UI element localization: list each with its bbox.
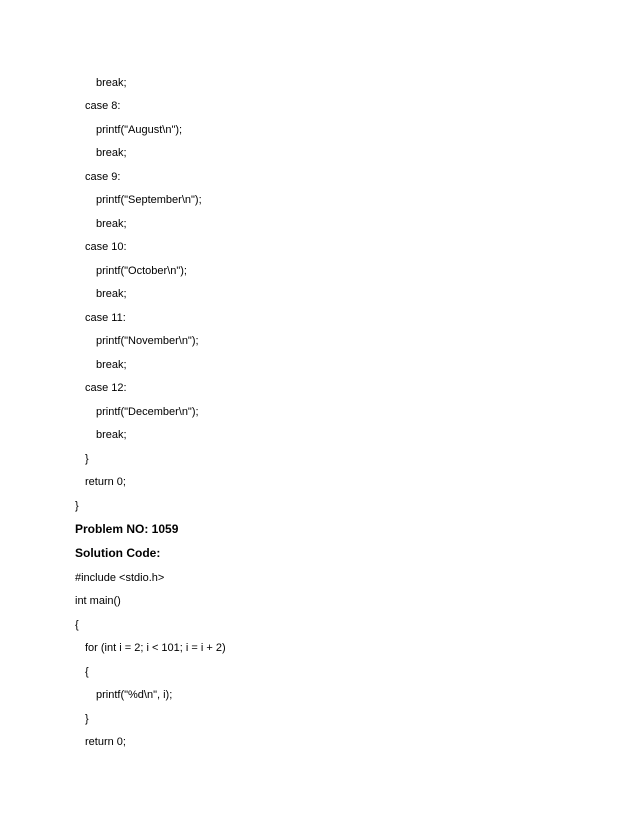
solution-heading: Solution Code:	[75, 546, 161, 560]
code-line: int main()	[75, 595, 121, 607]
code-line: for (int i = 2; i < 101; i = i + 2)	[85, 642, 226, 654]
code-line: return 0;	[85, 476, 126, 488]
code-line: printf("%d\n", i);	[96, 689, 173, 701]
code-line: printf("August\n");	[96, 124, 183, 136]
code-line: case 9:	[85, 171, 121, 183]
code-line: break;	[96, 359, 127, 371]
code-line: break;	[96, 429, 127, 441]
code-line: printf("October\n");	[96, 265, 187, 277]
code-line: return 0;	[85, 736, 126, 748]
problem-heading: Problem NO: 1059	[75, 522, 179, 536]
code-line: {	[85, 666, 89, 678]
code-line: #include <stdio.h>	[75, 572, 165, 584]
code-line: case 10:	[85, 241, 127, 253]
code-line: }	[85, 713, 89, 725]
code-line: break;	[96, 288, 127, 300]
code-line: case 11:	[85, 312, 126, 324]
code-line: printf("November\n");	[96, 335, 199, 347]
code-line: break;	[96, 218, 127, 230]
code-line: case 8:	[85, 100, 121, 112]
code-line: }	[85, 453, 89, 465]
code-line: printf("December\n");	[96, 406, 199, 418]
code-line: break;	[96, 77, 127, 89]
code-line: case 12:	[85, 382, 127, 394]
code-line: printf("September\n");	[96, 194, 202, 206]
code-line: {	[75, 619, 79, 631]
code-line: }	[75, 500, 79, 512]
code-line: break;	[96, 147, 127, 159]
